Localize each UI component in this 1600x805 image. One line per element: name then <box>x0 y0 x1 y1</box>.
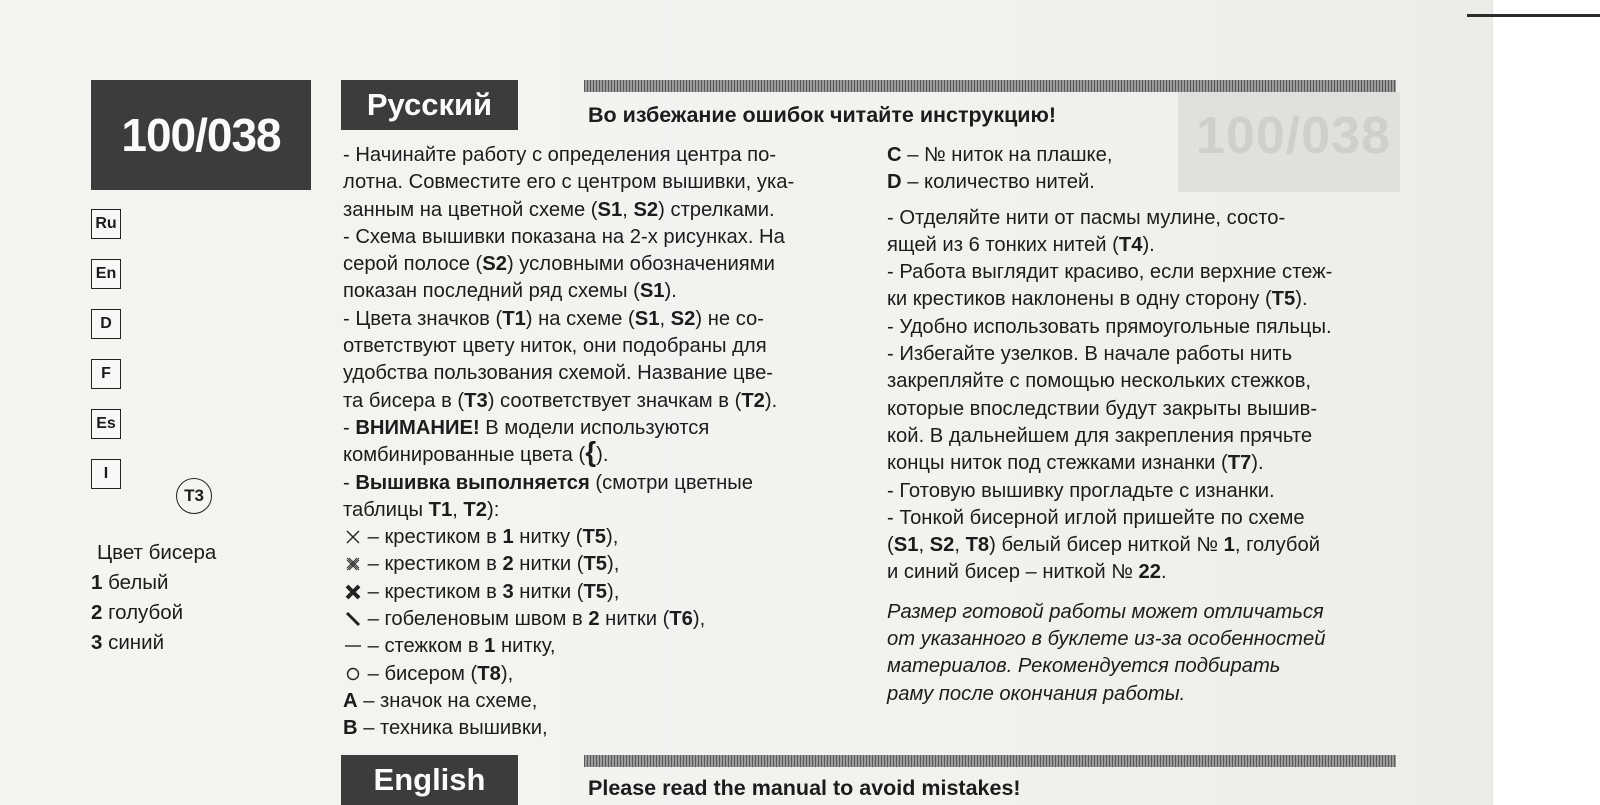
text-line: ки крестиков наклонены в одну сторону (T5). <box>887 288 1308 311</box>
legend-line: – крестиком в 2 нитки (T5), <box>343 551 794 578</box>
text-line: концы ниток под стежками изнанки (T7). <box>887 452 1264 475</box>
cross-stitch-2-icon <box>343 551 362 578</box>
bead-row: 3 синий <box>91 631 165 654</box>
text-line: - Отделяйте нити от пасмы мулине, состо- <box>887 206 1286 229</box>
language-code-en: En <box>91 259 121 289</box>
text-line: - Начинайте работу с определения центра по- <box>343 144 777 166</box>
design-code: 100/038 <box>121 109 281 161</box>
legend-line: D – количество нитей. <box>887 171 1095 194</box>
footer-stripe <box>584 755 1396 767</box>
legend-line: C – № ниток на плашке, <box>887 144 1113 166</box>
text-line: серой полосе (S2) условными обозначениями <box>343 253 775 276</box>
text-line: лотна. Совместите его с центром вышивки, ука- <box>343 171 795 194</box>
cross-stitch-3-icon <box>343 579 362 606</box>
legend-line: B – техника вышивки, <box>343 717 548 740</box>
bead-color-table <box>91 538 216 658</box>
legend-line: – крестиком в 1 нитку (T5), <box>343 524 794 551</box>
straight-stitch-icon <box>343 633 362 660</box>
text-line: ответствуют цвету ниток, они подобраны для <box>343 335 767 358</box>
cross-stitch-1-icon <box>343 524 362 551</box>
text-line: та бисера в (T3) соответствует значкам в (T2). <box>343 389 778 412</box>
language-tab-english <box>341 755 518 805</box>
legend-line: – гобеленовым швом в 2 нитки (T6), <box>343 606 794 633</box>
text-line: - ВНИМАНИЕ! В модели используются <box>343 416 710 439</box>
note-line: раму после окончания работы. <box>887 682 1186 705</box>
note-line: Размер готовой работы может отличаться <box>887 600 1324 623</box>
header-stripe <box>584 80 1396 92</box>
language-index <box>91 209 123 509</box>
legend-line: – крестиком в 3 нитки (T5), <box>343 579 794 606</box>
bead-table-title: Цвет бисера <box>97 541 217 564</box>
legend-line: – бисером (T8), <box>343 661 794 688</box>
text-line: ящей из 6 тонких нитей (T4). <box>887 233 1155 256</box>
bead-circle-icon <box>343 661 362 688</box>
combined-color-brace: { <box>585 436 597 468</box>
text-line: - Удобно использовать прямоугольные пяльцы. <box>887 315 1332 338</box>
language-code-i: I <box>91 459 121 489</box>
text-line: удобства пользования схемой. Название цве- <box>343 362 774 385</box>
language-tab-label: English <box>373 762 486 797</box>
instructions-right-column <box>887 142 1332 708</box>
text-line: - Избегайте узелков. В начале работы нить <box>887 343 1293 366</box>
text-line: - Тонкой бисерной иглой пришейте по схеме <box>887 506 1305 529</box>
language-code-ru: Ru <box>91 209 121 239</box>
scan-margin <box>1492 0 1600 805</box>
tapestry-stitch-icon <box>343 606 362 633</box>
text-line: закрепляйте с помощью нескольких стежков, <box>887 370 1312 393</box>
text-line: комбинированные цвета ({). <box>343 436 609 468</box>
language-tab-label: Русский <box>366 87 493 122</box>
design-code-box <box>91 80 311 190</box>
show-through-code-text: 100/038 <box>1196 107 1391 165</box>
language-code-d: D <box>91 309 121 339</box>
text-line: занным на цветной схеме (S1, S2) стрелками. <box>343 198 775 221</box>
legend-line: A – значок на схеме, <box>343 689 538 712</box>
text-line: - Цвета значков (T1) на схеме (S1, S2) не со- <box>343 307 764 330</box>
scan-edge-line <box>1467 14 1600 17</box>
note-line: материалов. Рекомендуется подбирать <box>887 655 1281 678</box>
text-line: - Схема вышивки показана на 2-х рисунках. На <box>343 225 785 248</box>
note-line: от указанного в буклете из-за особенностей <box>887 628 1326 651</box>
text-line: - Работа выглядит красиво, если верхние стеж- <box>887 261 1333 284</box>
table-t3-badge: T3 <box>176 478 212 514</box>
bead-row: 1 белый <box>91 571 169 594</box>
instruction-heading: Во избежание ошибок читайте инструкцию! <box>588 103 1057 127</box>
bead-row: 2 голубой <box>91 601 184 624</box>
english-heading: Please read the manual to avoid mistakes! <box>588 776 1021 800</box>
language-code-f: F <box>91 359 121 389</box>
text-line: и синий бисер – ниткой № 22. <box>887 561 1167 584</box>
language-code-es: Es <box>91 409 121 439</box>
instructions-left-column <box>343 142 794 743</box>
text-line: которые впоследствии будут закрыты вышив- <box>887 397 1318 420</box>
text-line: показан последний ряд схемы (S1). <box>343 280 677 303</box>
text-line: - Вышивка выполняется (смотри цветные <box>343 471 754 494</box>
legend-line: – стежком в 1 нитку, <box>343 633 794 660</box>
language-tab-russian <box>341 80 518 130</box>
text-line: (S1, S2, T8) белый бисер ниткой № 1, голубой <box>887 534 1320 557</box>
text-line: - Готовую вышивку прогладьте с изнанки. <box>887 479 1275 502</box>
text-line: кой. В дальнейшем для закрепления прячьте <box>887 424 1313 447</box>
text-line: таблицы T1, T2): <box>343 498 500 521</box>
